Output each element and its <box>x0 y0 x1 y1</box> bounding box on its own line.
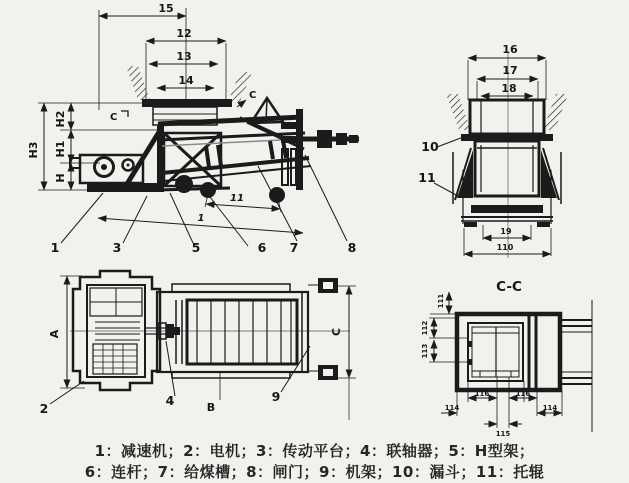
section-mark-c-right: C <box>249 90 257 101</box>
dim-h2-label: H2 <box>54 110 67 128</box>
cc-left-dimensions <box>429 292 468 362</box>
section-cc-view <box>421 279 592 438</box>
end-view <box>418 43 568 258</box>
plan-view <box>40 271 356 420</box>
cc-body <box>457 314 592 390</box>
plan-dim-c <box>338 286 356 420</box>
dim-13-label: 13 <box>176 50 192 63</box>
dim-16-label: 16 <box>502 43 518 56</box>
part-3-platform-label: 3 <box>112 240 122 255</box>
hopper-flange <box>142 99 232 107</box>
section-mark-c-left: C <box>110 112 118 123</box>
dim-17-label: 17 <box>502 64 518 77</box>
dim-112-label: 112 <box>421 320 429 336</box>
dim-l-overall-label: 1 <box>197 213 205 224</box>
plan-motor-assembly <box>73 271 160 390</box>
part-6-rod-label: 6 <box>257 240 267 255</box>
legend-line-1: 1：减速机；2：电机；3：传动平台；4：联轴器；5：H型架； <box>94 442 535 460</box>
dim-h1-label: H1 <box>54 140 67 158</box>
part-8-gate-label: 8 <box>347 240 357 255</box>
part-10-hopper-label: 10 <box>421 139 439 154</box>
drive-base-plate <box>87 183 163 192</box>
dim-h3-label: H3 <box>27 141 40 159</box>
gate-assembly <box>281 109 359 190</box>
drive-unit <box>70 126 164 192</box>
dim-115-label: 115 <box>495 430 511 438</box>
dim-h-label: H <box>54 173 67 183</box>
dim-19-label: 19 <box>500 227 512 236</box>
dim-116-right-label: 116 <box>515 390 531 398</box>
dim-c-label: C <box>330 327 343 337</box>
dim-b-label: B <box>206 401 216 414</box>
part-11-roller-label: 11 <box>418 170 436 185</box>
section-cc-title: C-C <box>496 279 522 295</box>
part-2-motor-label: 2 <box>39 401 49 416</box>
legend-line-2: 6：连杆；7：给煤槽；8：闸门；9：机架；10：漏斗；11：托辊 <box>84 463 545 481</box>
end-view-trough-section <box>453 141 561 227</box>
dim-l1-roller-span-label: 11 <box>230 193 244 204</box>
side-view <box>27 2 359 255</box>
dim-14-label: 14 <box>178 74 194 87</box>
dim-15-label: 15 <box>158 2 174 15</box>
section-mark-left-bracket <box>121 111 128 117</box>
part-4-coupling-label: 4 <box>165 393 175 408</box>
part-9-frame-label: 9 <box>271 389 281 404</box>
dim-12-label: 12 <box>176 27 192 40</box>
dim-114-right-label: 114 <box>542 404 558 412</box>
end-view-hopper <box>446 94 568 141</box>
parts-legend <box>0 441 629 483</box>
side-view-top-dimensions <box>99 8 226 110</box>
dim-113-label: 113 <box>421 343 429 359</box>
part-7-trough-label: 7 <box>289 240 299 255</box>
part-1-reducer-label: 1 <box>50 240 60 255</box>
end-hatch-right <box>543 94 568 130</box>
dim-114-left-label: 114 <box>444 404 460 412</box>
dim-a-label: A <box>48 329 61 339</box>
end-hatch-left <box>446 94 471 130</box>
part-5-hframe-label: 5 <box>191 240 201 255</box>
dim-116-left-label: 116 <box>474 390 490 398</box>
dim-111-label: 111 <box>437 293 445 309</box>
dim-110-label: 110 <box>496 243 514 252</box>
dim-18-label: 18 <box>501 82 517 95</box>
